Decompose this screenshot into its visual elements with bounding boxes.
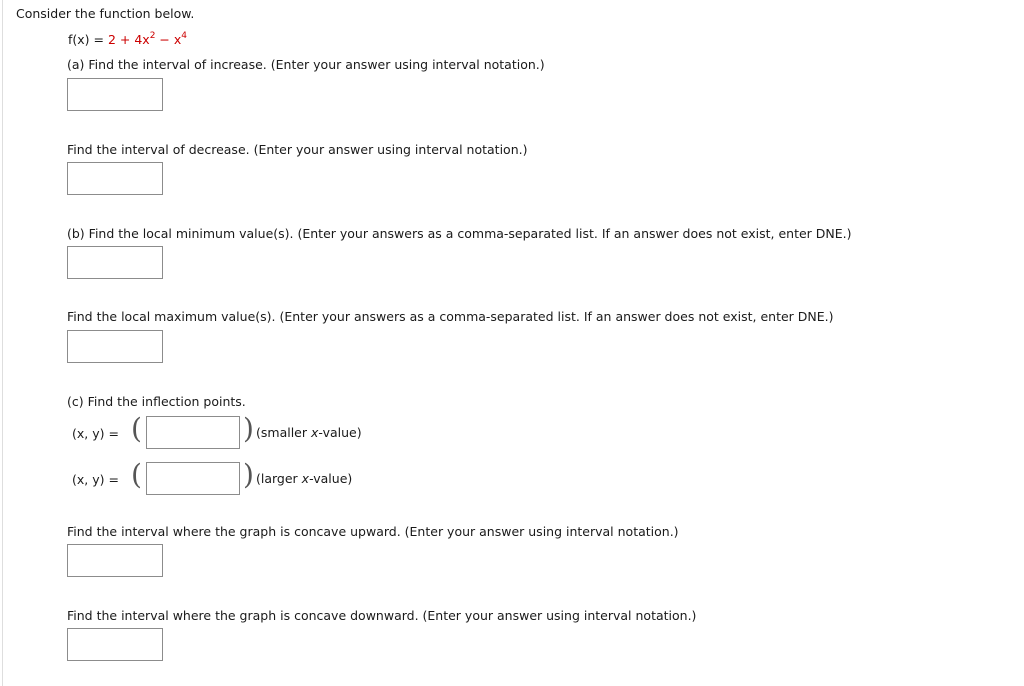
inflection-smaller-label: (x, y) =	[72, 426, 119, 441]
inflection-smaller-input[interactable]	[146, 416, 240, 449]
local-minimum-input[interactable]	[67, 246, 163, 279]
question-local-maximum: Find the local maximum value(s). (Enter your answers as a comma-separated list. If an answer does not exist, enter DNE.)	[67, 309, 834, 324]
question-concave-upward: Find the interval where the graph is concave upward. (Enter your answer using interval notation.)	[67, 524, 679, 539]
problem-intro: Consider the function below.	[16, 6, 195, 21]
close-paren: )	[243, 458, 254, 491]
function-definition	[68, 32, 187, 47]
inflection-larger-label: (x, y) =	[72, 472, 119, 487]
local-maximum-input[interactable]	[67, 330, 163, 363]
close-paren: )	[243, 412, 254, 445]
interval-increase-input[interactable]	[67, 78, 163, 111]
interval-decrease-input[interactable]	[67, 162, 163, 195]
concave-upward-input[interactable]	[67, 544, 163, 577]
concave-downward-input[interactable]	[67, 628, 163, 661]
question-inflection-points: (c) Find the inflection points.	[67, 394, 246, 409]
larger-x-value-note: (larger x-value)	[256, 471, 353, 486]
question-interval-decrease: Find the interval of decrease. (Enter your answer using interval notation.)	[67, 142, 528, 157]
question-concave-downward: Find the interval where the graph is concave downward. (Enter your answer using interval notation.)	[67, 608, 697, 623]
smaller-x-value-note: (smaller x-value)	[256, 425, 362, 440]
function-lhs: f(x) =	[68, 32, 108, 47]
question-local-minimum: (b) Find the local minimum value(s). (Enter your answers as a comma-separated list. If an answer does not exist, enter DNE.)	[67, 226, 852, 241]
left-border	[2, 0, 3, 686]
question-interval-increase: (a) Find the interval of increase. (Enter your answer using interval notation.)	[67, 57, 545, 72]
function-expression: $2 + 4x^2 - x^4$	[107, 30, 188, 47]
inflection-larger-input[interactable]	[146, 462, 240, 495]
open-paren: (	[131, 458, 142, 491]
open-paren: (	[131, 412, 142, 445]
